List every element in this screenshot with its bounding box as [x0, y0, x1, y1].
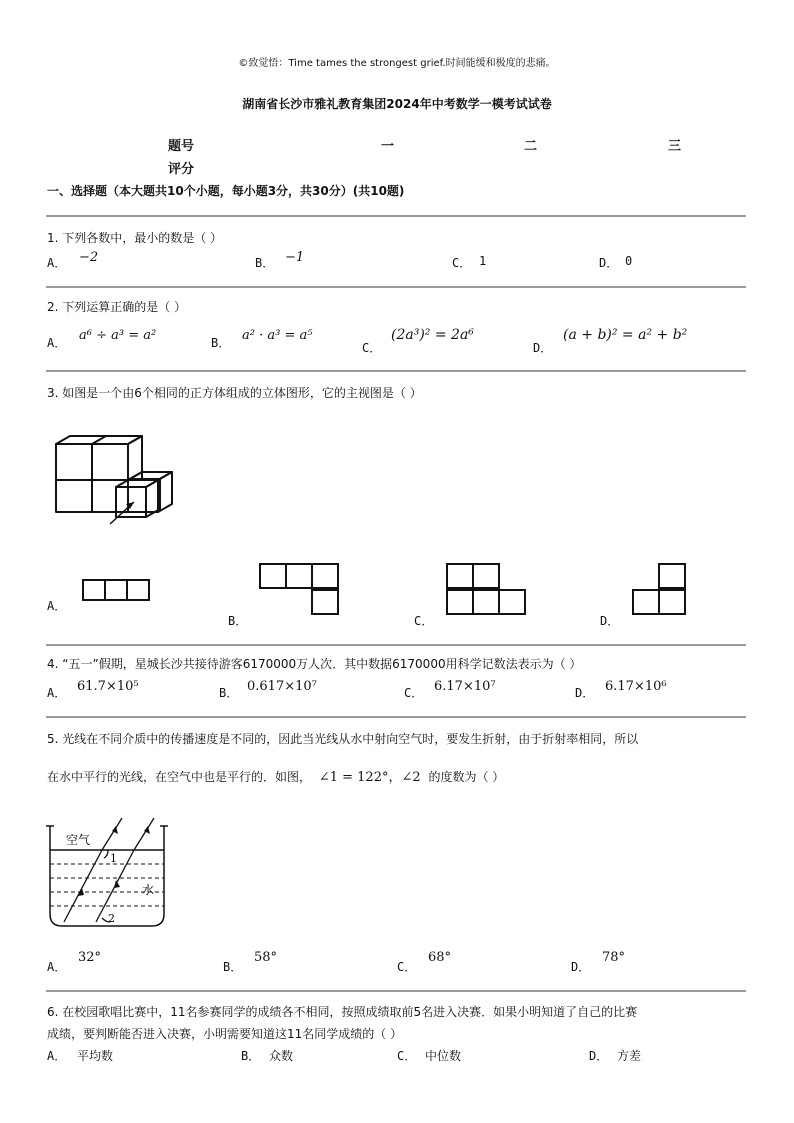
- q5-option-a-letter: A．: [47, 960, 67, 974]
- q5-option-c-letter: C．: [397, 960, 417, 974]
- q6-option-a: 平均数: [77, 1049, 114, 1063]
- q4-option-a: 61.7×10⁵: [77, 679, 139, 694]
- q4-option-b-letter: B．: [219, 686, 239, 700]
- q6-option-c-letter: C．: [397, 1049, 417, 1063]
- q6-option-d: 方差: [617, 1049, 642, 1063]
- question-6-options: [47, 1047, 747, 1065]
- divider: [46, 990, 746, 992]
- q1-option-a-letter: A．: [47, 256, 67, 270]
- divider: [46, 370, 746, 372]
- question-5-stem-line2: [47, 766, 504, 785]
- square: [498, 589, 526, 615]
- square: [472, 589, 500, 615]
- section-heading: 一、选择题（本大题共10个小题，每小题3分，共30分）(共10题): [47, 184, 405, 198]
- q5-stem-math: ∠1 = 122°，∠2: [318, 770, 421, 785]
- q4-option-d: 6.17×10⁶: [605, 679, 667, 694]
- q3-option-d-figure: [632, 563, 692, 617]
- square: [446, 563, 474, 589]
- q3-option-b-letter: B．: [228, 614, 248, 628]
- q2-option-a: a⁶ ÷ a³ = a²: [79, 328, 157, 343]
- q3-option-b-figure: [259, 563, 343, 617]
- q5-stem-text: 在水中平行的光线，在空气中也是平行的．如图，: [47, 770, 312, 784]
- score-table-col-3: 三: [668, 139, 682, 154]
- square: [126, 579, 150, 601]
- score-table-row2-label: 评分: [168, 162, 195, 177]
- q4-option-a-letter: A．: [47, 686, 67, 700]
- q6-option-a-letter: A．: [47, 1049, 67, 1063]
- q4-option-c: 6.17×10⁷: [434, 679, 496, 694]
- square: [285, 563, 313, 589]
- square: [658, 589, 686, 615]
- score-table-row1-label: 题号: [168, 139, 195, 154]
- label-angle-1: 1: [110, 852, 117, 865]
- q5-option-d-letter: D．: [571, 960, 591, 974]
- q2-option-b: a² · a³ = a⁵: [242, 328, 313, 343]
- q4-option-c-letter: C．: [404, 686, 424, 700]
- q5-option-b: 58°: [254, 950, 278, 965]
- divider: [46, 286, 746, 288]
- label-angle-2: 2: [108, 912, 115, 925]
- label-water: 水: [142, 883, 155, 897]
- question-6-stem-line2: 成绩，要判断能否进入决赛，小明需要知道这11名同学成绩的（ ）: [47, 1027, 403, 1041]
- q3-option-d-letter: D．: [600, 614, 620, 628]
- question-5-options: [47, 950, 747, 972]
- square: [472, 563, 500, 589]
- q6-option-c: 中位数: [425, 1049, 462, 1063]
- q6-option-b: 众数: [269, 1049, 294, 1063]
- q3-option-a-letter: A．: [47, 599, 67, 613]
- question-4-options: [47, 679, 747, 701]
- question-5-stem-line1: 5. 光线在不同介质中的传播速度是不同的，因此当光线从水中射向空气时，要发生折射，由于折射率相同，所以: [47, 732, 639, 746]
- score-table-col-2: 二: [524, 139, 538, 154]
- q6-option-b-letter: B．: [241, 1049, 261, 1063]
- q3-option-a-figure: [82, 579, 150, 601]
- header-note: ©致觉悟：Time tames the strongest grief.时间能缓和极度的悲痛。: [238, 58, 556, 69]
- q3-option-c-letter: C．: [414, 614, 434, 628]
- q4-option-b: 0.617×10⁷: [247, 679, 317, 694]
- question-1-options: [47, 251, 747, 271]
- q1-option-b-letter: B．: [255, 256, 275, 270]
- q1-option-d: 0: [625, 254, 633, 268]
- q2-option-c: (2a³)² = 2a⁶: [391, 327, 474, 343]
- square: [446, 589, 474, 615]
- q1-option-c-letter: C．: [452, 256, 472, 270]
- question-4-stem: 4. “五一”假期，星城长沙共接待游客6170000万人次．其中数据6170000用科学记数法表示为（ ）: [47, 657, 582, 671]
- q1-option-b: −1: [285, 250, 305, 265]
- question-6-stem-line1: 6. 在校园歌唱比赛中，11名参赛同学的成绩各不相同，按照成绩取前5名进入决赛．如果小明知道了自己的比赛: [47, 1005, 638, 1019]
- q1-option-a: −2: [79, 250, 99, 265]
- q6-option-d-letter: D．: [589, 1049, 609, 1063]
- square: [658, 563, 686, 589]
- question-1-stem: 1. 下列各数中，最小的数是（ ）: [47, 231, 223, 245]
- square: [632, 589, 660, 615]
- q5-option-c: 68°: [428, 950, 452, 965]
- q1-option-c: 1: [479, 254, 487, 268]
- q3-option-c-figure: [446, 563, 532, 617]
- square: [104, 579, 128, 601]
- question-3-stem: 3. 如图是一个由6个相同的正方体组成的立体图形，它的主视图是（ ）: [47, 386, 422, 400]
- square: [311, 589, 339, 615]
- q5-option-d: 78°: [602, 950, 626, 965]
- q2-option-a-letter: A．: [47, 336, 67, 350]
- divider: [46, 215, 746, 217]
- q2-option-b-letter: B．: [211, 336, 231, 350]
- score-table-col-1: 一: [381, 139, 395, 154]
- q2-option-c-letter: C．: [362, 341, 382, 355]
- question-2-options: [47, 325, 747, 355]
- q5-option-b-letter: B．: [223, 960, 243, 974]
- divider: [46, 716, 746, 718]
- label-air: 空气: [66, 833, 91, 847]
- square: [259, 563, 287, 589]
- page-title: 湖南省长沙市雅礼教育集团2024年中考数学一模考试试卷: [242, 97, 552, 111]
- divider: [46, 644, 746, 646]
- square: [311, 563, 339, 589]
- question-2-stem: 2. 下列运算正确的是（ ）: [47, 300, 187, 314]
- q2-option-d-letter: D．: [533, 341, 553, 355]
- q5-option-a: 32°: [78, 950, 102, 965]
- cube-figure: [50, 432, 180, 527]
- q2-option-d: (a + b)² = a² + b²: [563, 327, 688, 343]
- q4-option-d-letter: D．: [575, 686, 595, 700]
- q5-stem-text-end: 的度数为（ ）: [428, 770, 505, 784]
- refraction-figure: [44, 818, 174, 930]
- q1-option-d-letter: D．: [599, 256, 619, 270]
- square: [82, 579, 106, 601]
